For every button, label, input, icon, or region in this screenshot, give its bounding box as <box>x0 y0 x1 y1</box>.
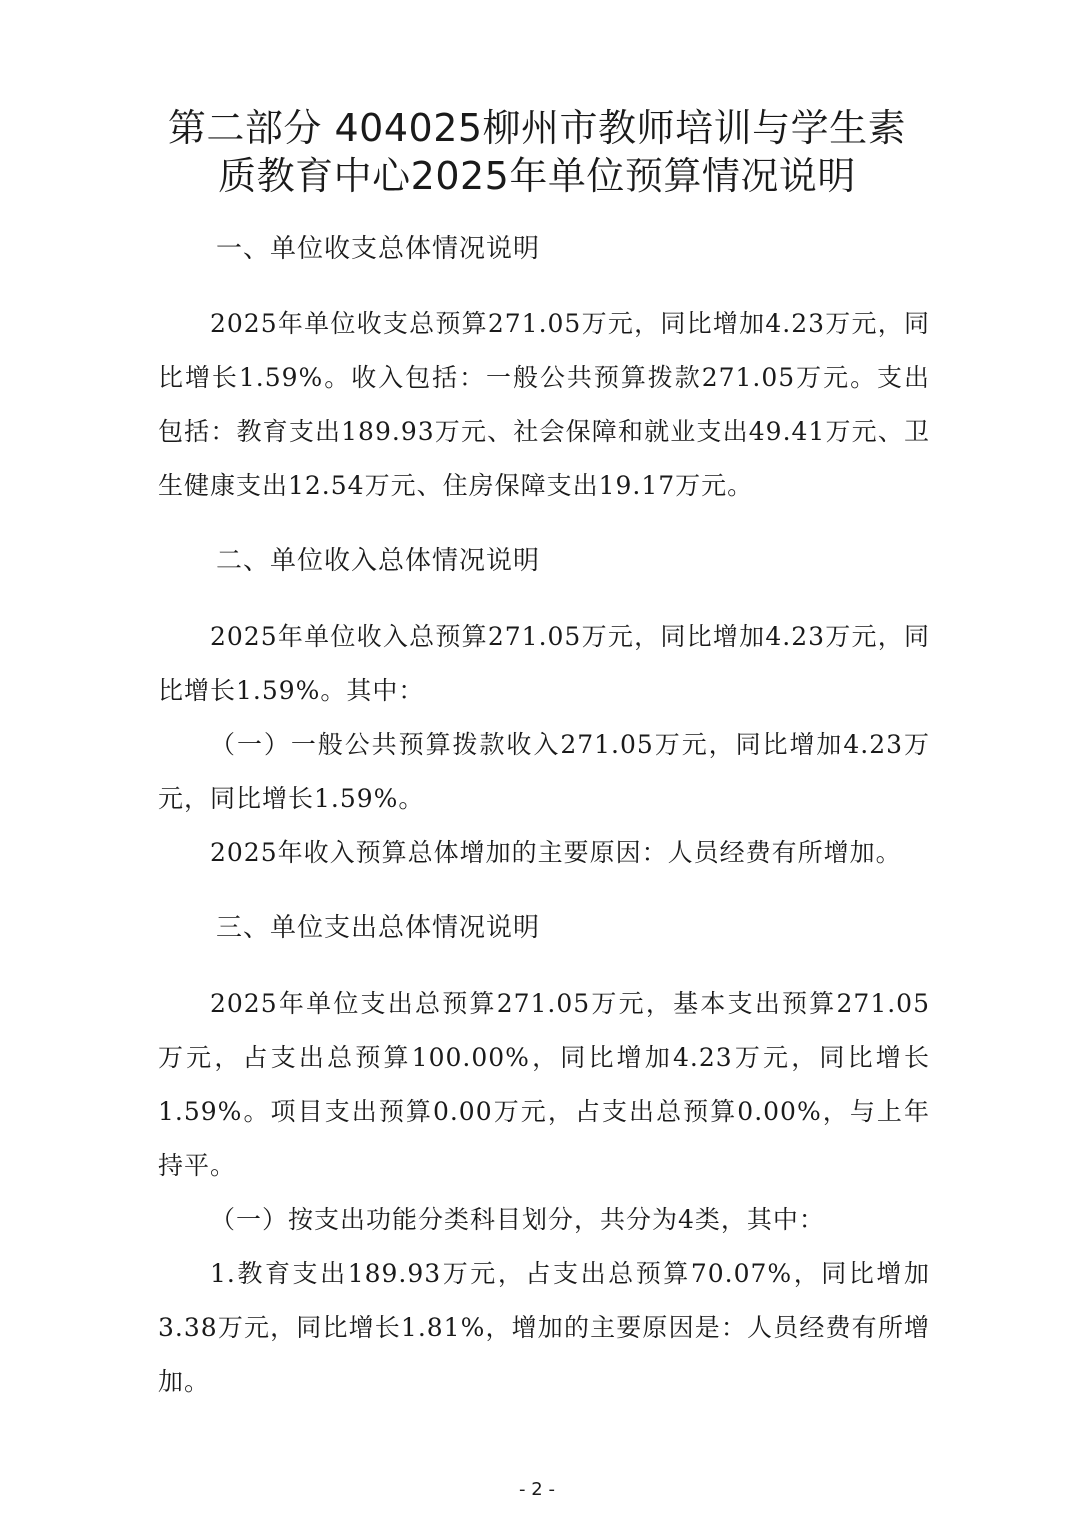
section-3-heading: 三、单位支出总体情况说明 <box>216 913 541 943</box>
section-2-heading: 二、单位收入总体情况说明 <box>216 546 541 576</box>
section-2-paragraph-2: （一）一般公共预算拨款收入271.05万元，同比增加4.23万元，同比增长1.59%。 <box>158 730 930 813</box>
section-3-paragraph-2: （一）按支出功能分类科目划分，共分为4类，其中： <box>210 1205 825 1234</box>
title-line-1: 第二部分 404025柳州市教师培训与学生素 <box>167 106 907 150</box>
section-2-paragraph-1: 2025年单位收入总预算271.05万元，同比增加4.23万元，同比增长1.59%。其中： <box>158 622 930 705</box>
page-number: - 2 - <box>519 1479 555 1500</box>
section-1-paragraph-1: 2025年单位收支总预算271.05万元，同比增加4.23万元，同比增长1.59%。收入包括：一般公共预算拨款271.05万元。支出包括：教育支出189.93万元、社会保障和就业支出49.41万元、卫生健康支出12.54万元、住房保障支出19.17万元。 <box>158 309 930 500</box>
section-1-heading: 一、单位收支总体情况说明 <box>216 234 541 264</box>
page-title <box>120 104 954 200</box>
section-3-paragraph-3: 1.教育支出189.93万元，占支出总预算70.07%，同比增加3.38万元，同比增长1.81%，增加的主要原因是：人员经费有所增加。 <box>158 1259 930 1396</box>
title-line-2: 质教育中心2025年单位预算情况说明 <box>218 154 856 198</box>
section-2-paragraph-3: 2025年收入预算总体增加的主要原因：人员经费有所增加。 <box>210 838 902 867</box>
section-3-paragraph-1: 2025年单位支出总预算271.05万元，基本支出预算271.05万元，占支出总预算100.00%，同比增加4.23万元，同比增长1.59%。项目支出预算0.00万元，占支出总预算0.00%，与上年持平。 <box>158 989 930 1180</box>
